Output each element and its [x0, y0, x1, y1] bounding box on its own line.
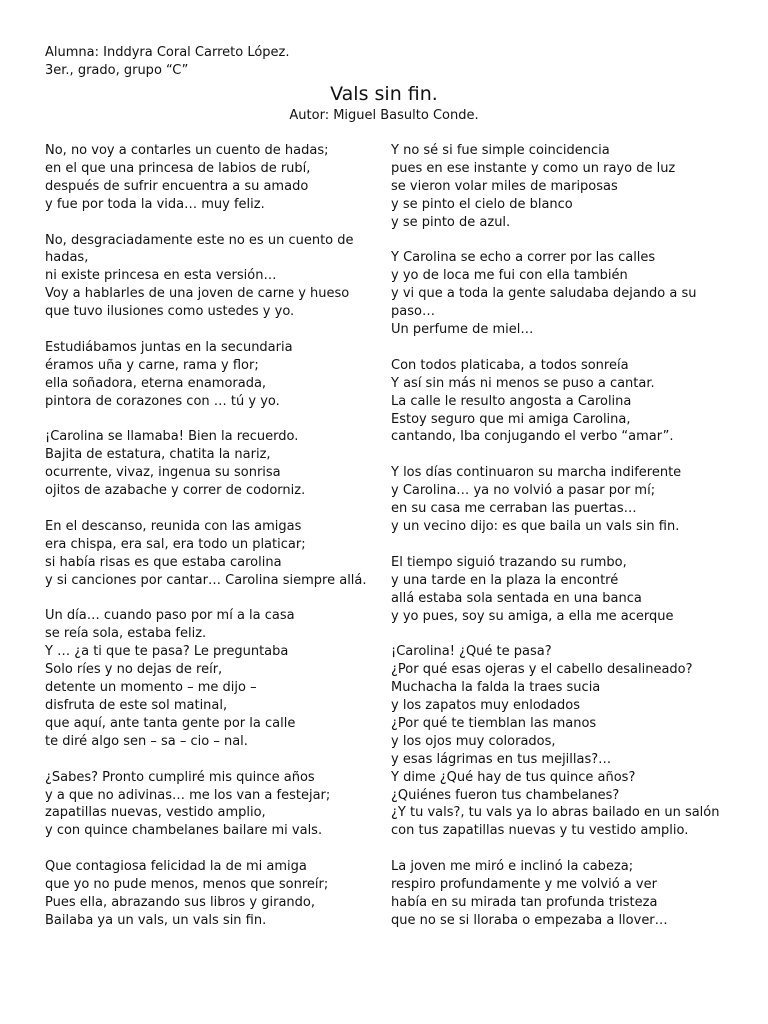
poem-line: que tuvo ilusiones como ustedes y yo.: [45, 304, 295, 320]
poem-line: y los ojos muy colorados,: [391, 733, 556, 749]
poem-line: en el que una princesa de labios de rubí,: [45, 160, 311, 176]
left-column: [45, 142, 380, 948]
poem-line: Con todos platicaba, a todos sonreía: [391, 357, 629, 373]
right-column: [391, 142, 726, 948]
poem-line: se reía sola, estaba feliz.: [45, 626, 207, 642]
stanza: [391, 858, 726, 930]
poem-line: ¿Por qué esas ojeras y el cabello desalineado?: [391, 662, 693, 678]
poem-line: éramos uña y carne, rama y flor;: [45, 357, 259, 373]
stanza: [45, 858, 380, 930]
poem-line: con tus zapatillas nuevas y tu vestido amplio.: [391, 823, 689, 839]
stanza: [391, 643, 726, 840]
poem-line: pintora de corazones con … tú y yo.: [45, 393, 280, 409]
poem-line: Pues ella, abrazando sus libros y girando,: [45, 894, 315, 910]
poem-line: detente un momento – me dijo –: [45, 680, 257, 696]
poem-line: Y … ¿a ti que te pasa? Le preguntaba: [45, 644, 289, 660]
student-grade: 3er., grado, grupo “C”: [45, 63, 189, 78]
poem-line: Y así sin más ni menos se puso a cantar.: [391, 375, 655, 391]
stanza: [45, 428, 380, 500]
poem-line: Y Carolina se echo a correr por las calles: [391, 250, 656, 266]
poem-line: era chispa, era sal, era todo un platicar;: [45, 536, 306, 552]
poem-line: Voy a hablarles de una joven de carne y hueso: [45, 286, 350, 302]
stanza: [391, 357, 726, 447]
poem-line: Estoy seguro que mi amiga Carolina,: [391, 411, 631, 427]
poem-line: Un perfume de miel…: [391, 322, 534, 338]
poem-line: había en su mirada tan profunda tristeza: [391, 894, 658, 910]
poem-line: que no se si lloraba o empezaba a llover…: [391, 912, 668, 928]
stanza: [391, 142, 726, 232]
poem-line: y fue por toda la vida… muy feliz.: [45, 196, 265, 212]
poem-line: en su casa me cerraban las puertas…: [391, 501, 637, 517]
poem-line: Bajita de estatura, chatita la nariz,: [45, 447, 271, 463]
poem-line: y se pinto de azul.: [391, 214, 511, 230]
poem-line: y un vecino dijo: es que baila un vals sin fin.: [391, 518, 680, 534]
poem-line: allá estaba sola sentada en una banca: [391, 590, 642, 606]
poem-line: te diré algo sen – sa – cio – nal.: [45, 733, 248, 749]
poem-line: después de sufrir encuentra a su amado: [45, 178, 309, 194]
poem-author: Autor: Miguel Basulto Conde.: [289, 108, 479, 123]
poem-line: ¿Y tu vals?, tu vals ya lo abras bailado en un salón: [391, 805, 720, 821]
poem-line: y a que no adivinas… me los van a festejar;: [45, 787, 331, 803]
stanza: [45, 607, 380, 750]
poem-line: disfruta de este sol matinal,: [45, 698, 228, 714]
poem-line: respiro profundamente y me volvió a ver: [391, 877, 657, 893]
poem-line: pues en ese instante y como un rayo de luz: [391, 160, 676, 176]
poem-line: La calle le resulto angosta a Carolina: [391, 393, 632, 409]
poem-line: Estudiábamos juntas en la secundaria: [45, 339, 293, 355]
poem-line: ¡Carolina! ¿Qué te pasa?: [391, 644, 552, 660]
stanza: [45, 232, 380, 322]
poem-line: Y los días continuaron su marcha indiferente: [391, 465, 682, 481]
poem-line: No, no voy a contarles un cuento de hadas;: [45, 143, 329, 158]
poem-line: Y no sé si fue simple coincidencia: [391, 143, 610, 158]
poem-line: No, desgraciadamente este no es un cuento de hadas,: [45, 232, 354, 266]
poem-line: y yo de loca me fui con ella también: [391, 268, 628, 284]
poem-line: ¿Quiénes fueron tus chambelanes?: [391, 787, 620, 803]
poem-line: y se pinto el cielo de blanco: [391, 196, 573, 212]
stanza: [45, 142, 380, 214]
poem-line: y si canciones por cantar… Carolina siempre allá.: [45, 572, 367, 588]
stanza: [45, 769, 380, 841]
poem-line: Que contagiosa felicidad la de mi amiga: [45, 859, 307, 875]
stanza: [391, 249, 726, 339]
poem-title: Vals sin fin.: [330, 83, 438, 105]
poem-line: y los zapatos muy enlodados: [391, 698, 580, 714]
poem-line: y yo pues, soy su amiga, a ella me acerque: [391, 608, 674, 624]
poem-line: y Carolina… ya no volvió a pasar por mí;: [391, 483, 656, 499]
stanza: [45, 518, 380, 590]
poem-line: Solo ríes y no dejas de reír,: [45, 662, 223, 678]
poem-line: El tiempo siguió trazando su rumbo,: [391, 554, 627, 570]
poem-line: ¿Por qué te tiemblan las manos: [391, 715, 597, 731]
poem-line: si había risas es que estaba carolina: [45, 554, 282, 570]
poem-line: La joven me miró e inclinó la cabeza;: [391, 859, 634, 875]
poem-line: y una tarde en la plaza la encontré: [391, 572, 619, 588]
poem-line: ni existe princesa en esta versión…: [45, 268, 277, 284]
poem-line: ella soñadora, eterna enamorada,: [45, 375, 267, 391]
stanza: [391, 464, 726, 536]
poem-line: zapatillas nuevas, vestido amplio,: [45, 805, 266, 821]
stanza: [391, 554, 726, 626]
poem-line: que aquí, ante tanta gente por la calle: [45, 715, 296, 731]
poem-line: En el descanso, reunida con las amigas: [45, 518, 302, 534]
poem-line: cantando, Iba conjugando el verbo “amar”.: [391, 429, 674, 445]
poem-line: y vi que a toda la gente saludaba dejando a su paso…: [391, 286, 697, 320]
poem-line: ¿Sabes? Pronto cumpliré mis quince años: [45, 769, 315, 785]
poem-line: se vieron volar miles de mariposas: [391, 178, 618, 194]
poem-line: Bailaba ya un vals, un vals sin fin.: [45, 912, 267, 928]
poem-line: y con quince chambelanes bailare mi vals.: [45, 823, 323, 839]
stanza: [45, 339, 380, 411]
poem-line: y esas lágrimas en tus mejillas?…: [391, 751, 612, 767]
poem-line: Y dime ¿Qué hay de tus quince años?: [391, 769, 636, 785]
poem-line: Un día… cuando paso por mí a la casa: [45, 608, 295, 624]
poem-line: ojitos de azabache y correr de codorniz.: [45, 483, 306, 499]
poem-line: ocurrente, vivaz, ingenua su sonrisa: [45, 465, 281, 481]
poem-line: Muchacha la falda la traes sucia: [391, 680, 601, 696]
poem-line: ¡Carolina se llamaba! Bien la recuerdo.: [45, 429, 299, 445]
student-name: Alumna: Inddyra Coral Carreto López.: [45, 45, 290, 60]
header: [45, 44, 290, 80]
poem-line: que yo no pude menos, menos que sonreír;: [45, 877, 329, 893]
